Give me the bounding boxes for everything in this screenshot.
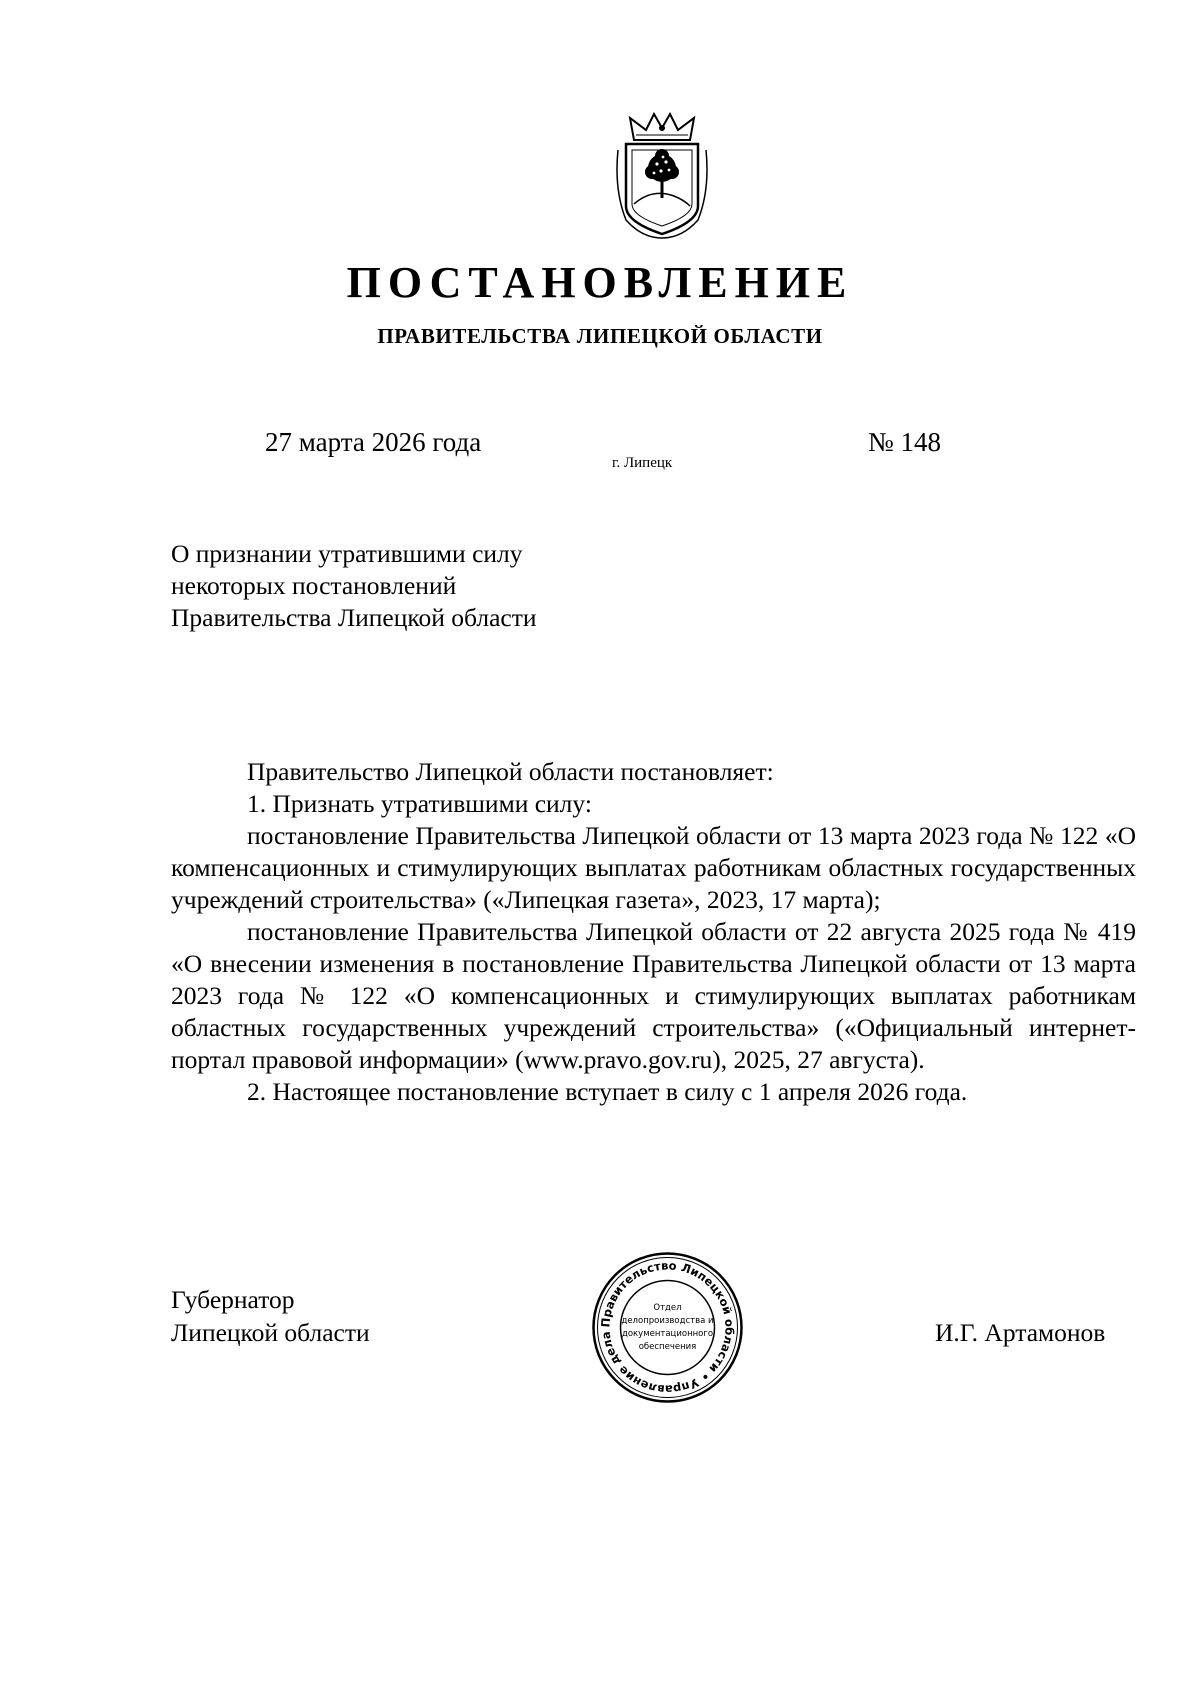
stamp-center-line: обеспечения: [638, 1342, 697, 1352]
body-paragraph: 1. Признать утратившими силу:: [247, 789, 592, 818]
document-subtitle: ПРАВИТЕЛЬСТВА ЛИПЕЦКОЙ ОБЛАСТИ: [377, 324, 823, 348]
document-title: ПОСТАНОВЛЕНИЕ: [346, 258, 854, 307]
official-stamp-icon: [590, 1250, 745, 1405]
document-date: 27 марта 2026 года: [265, 427, 482, 457]
coat-of-arms-icon: [612, 110, 712, 240]
body-paragraph: постановление Правительства Липецкой области от 22 августа 2025 года № 419 «О внесении изменения в постановление Правительства Липецкой области от 13 марта 2023 года № 122 «О компенсационных и стимулирующих выплатах работникам областных государственных учреждений строительства» («Официальный интернет-портал правовой информации» (www.pravo.gov.ru), 2025, 27 августа).: [171, 917, 1136, 1074]
signatory-position-line: Губернатор: [171, 1285, 295, 1314]
document-number: № 148: [868, 427, 942, 457]
signatory-position: [171, 1283, 370, 1349]
stamp-center-line: делопроизводства и: [621, 1316, 714, 1326]
stamp-center-line: Отдел: [653, 1303, 682, 1313]
body-paragraph: постановление Правительства Липецкой области от 13 марта 2023 года № 122 «О компенсационных и стимулирующих выплатах работникам областных государственных учреждений строительства» («Липецкая газета», 2023, 17 марта);: [171, 821, 1136, 914]
subject-line: некоторых постановлений: [171, 571, 457, 600]
body-paragraph: Правительство Липецкой области постановляет:: [247, 757, 774, 786]
document-body: [171, 756, 1136, 1108]
document-city: г. Липецк: [612, 455, 673, 471]
stamp-ring-text: Правительство Липецкой области • Управление дела: [598, 1258, 737, 1397]
body-paragraph: 2. Настоящее постановление вступает в силу с 1 апреля 2026 года.: [247, 1077, 968, 1106]
subject-line: Правительства Липецкой области: [171, 603, 537, 632]
subject-line: О признании утратившими силу: [171, 539, 523, 568]
stamp-center-line: документационного: [621, 1329, 714, 1339]
document-subject: [171, 538, 631, 634]
signatory-name: И.Г. Артамонов: [935, 1318, 1106, 1347]
signatory-position-line: Липецкой области: [171, 1318, 370, 1347]
